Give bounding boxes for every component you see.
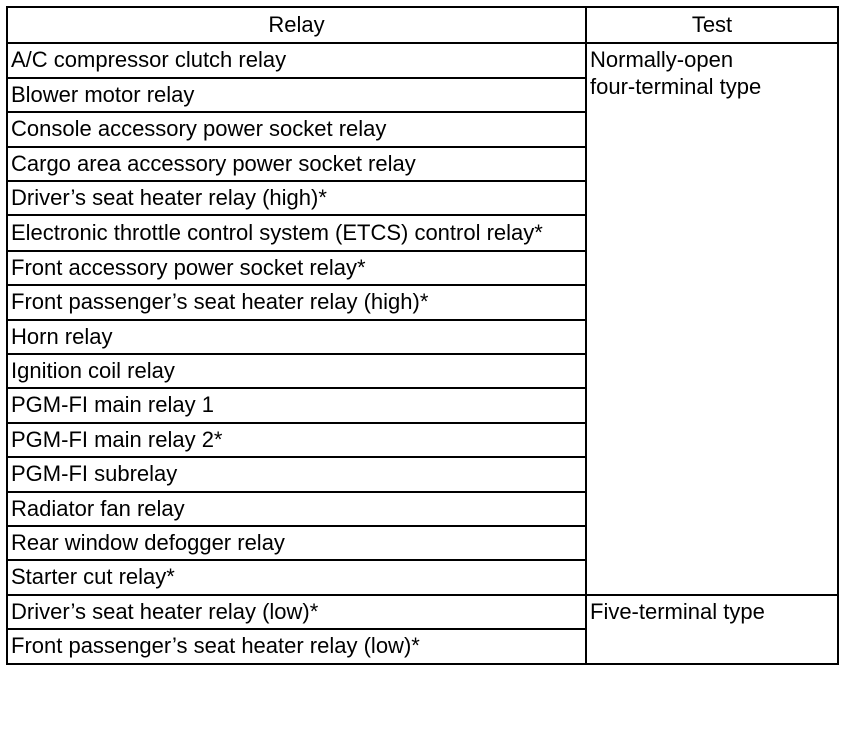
test-type-cell	[586, 43, 838, 594]
relay-name-cell: Driver’s seat heater relay (low)*	[7, 595, 586, 629]
relay-name-cell: PGM-FI main relay 2*	[7, 423, 586, 457]
relay-name-cell: A/C compressor clutch relay	[7, 43, 586, 77]
relay-name-cell: Electronic throttle control system (ETCS) control relay*	[7, 215, 586, 251]
relay-name-cell: Front accessory power socket relay*	[7, 251, 586, 285]
relay-name-cell: Front passenger’s seat heater relay (low)*	[7, 629, 586, 663]
relay-name-cell: Radiator fan relay	[7, 492, 586, 526]
relay-name-cell: PGM-FI main relay 1	[7, 388, 586, 422]
relay-name-cell: Rear window defogger relay	[7, 526, 586, 560]
relay-name-cell: Ignition coil relay	[7, 354, 586, 388]
relay-name-cell: Driver’s seat heater relay (high)*	[7, 181, 586, 215]
test-type-cell: Five-terminal type	[586, 595, 838, 664]
relay-name-cell: Starter cut relay*	[7, 560, 586, 594]
test-type-line: Normally-open	[590, 47, 734, 73]
relay-column-header: Relay	[7, 7, 586, 43]
relay-test-table	[6, 6, 839, 665]
relay-name-cell: Cargo area accessory power socket relay	[7, 147, 586, 181]
test-type-line: four-terminal type	[590, 73, 762, 99]
table-row	[7, 595, 838, 629]
relay-name-cell: Horn relay	[7, 320, 586, 354]
relay-name-cell: Blower motor relay	[7, 78, 586, 112]
relay-name-cell: Console accessory power socket relay	[7, 112, 586, 146]
relay-name-cell: Front passenger’s seat heater relay (high)*	[7, 285, 586, 319]
header-row	[7, 7, 838, 43]
table-row	[7, 43, 838, 77]
test-column-header: Test	[586, 7, 838, 43]
relay-name-cell: PGM-FI subrelay	[7, 457, 586, 491]
